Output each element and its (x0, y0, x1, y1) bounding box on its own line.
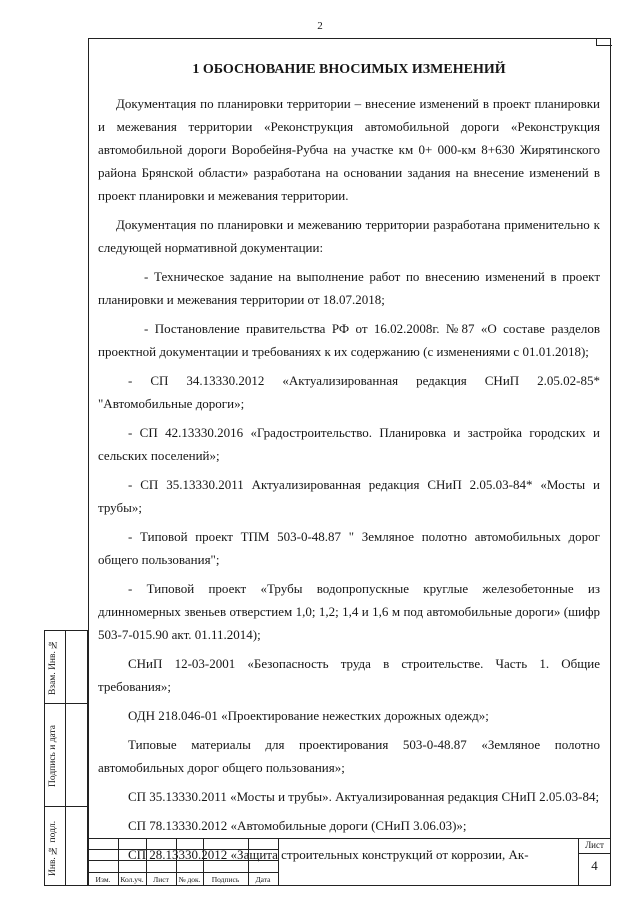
body-paragraph: СП 35.13330.2011 «Мосты и трубы». Актуализированная редакция СНиП 2.05.03-84; (128, 789, 600, 804)
stamp-label-podpis: Подпись (211, 875, 240, 884)
stamp-label-data: Дата (255, 875, 271, 884)
side-stamp-divider (45, 806, 89, 807)
page-number: 2 (317, 20, 323, 32)
paragraph-list (98, 92, 600, 866)
body-paragraph: - СП 34.13330.2012 «Актуализированная редакция СНиП 2.05.02-85* "Автомобильные дороги»; (98, 373, 600, 411)
body-paragraph: - Типовой проект «Трубы водопропускные круглые железобетонные из длинномерных звеньев отверстием 1,0; 1,2; 1,4 и 1,6 м под автомобильные дороги» (шифр 503-7-015.90 акт. 01.11.2014); (98, 581, 600, 642)
body-paragraph: - Постановление правительства РФ от 16.02.2008г. №87 «О составе разделов проектной документации и требованиях к их содержанию (с изменениями с 01.01.2018); (98, 321, 600, 359)
body-paragraph: - СП 35.13330.2011 Актуализированная редакция СНиП 2.05.03-84* «Мосты и трубы»; (98, 477, 600, 515)
body-paragraph: Документация по планировки и межеванию территории разработана применительно к следующей нормативной документации: (98, 217, 600, 255)
document-body (98, 52, 600, 872)
side-label-vzam-inv: Взам. Инв. № (48, 638, 58, 696)
stamp-label-list: Лист (153, 875, 169, 884)
title-block-stamp (88, 838, 611, 886)
stamp-label-izm: Изм. (95, 875, 111, 884)
side-stamp-strip (44, 630, 88, 886)
body-paragraph: - СП 42.13330.2016 «Градостроительство. Планировка и застройка городских и сельских поселений»; (98, 425, 600, 463)
side-stamp-divider (45, 703, 89, 704)
sheet-label: Лист (585, 840, 604, 850)
body-paragraph: - Техническое задание на выполнение работ по внесению изменений в проект планировки и межевания территории от 18.07.2018; (98, 269, 600, 307)
body-paragraph: СП 28.13330.2012 «Защита строительных конструкций от коррозии, Ак- (128, 847, 529, 862)
stamp-label-doc-num: № док. (178, 875, 201, 884)
side-label-inv-podl: Инв. № подл. (48, 820, 58, 876)
body-paragraph: СНиП 12-03-2001 «Безопасность труда в строительстве. Часть 1. Общие требования»; (98, 656, 600, 694)
body-paragraph: - Типовой проект ТПМ 503-0-48.87 " Земляное полотно автомобильных дорог общего пользования"; (98, 529, 600, 567)
side-label-podpis-data: Подпись и дата (48, 725, 58, 788)
section-heading: 1 ОБОСНОВАНИЕ ВНОСИМЫХ ИЗМЕНЕНИЙ (192, 62, 506, 77)
frame-corner-mark (596, 38, 612, 46)
stamp-label-kol-uch: Кол.уч. (120, 875, 144, 884)
body-paragraph: СП 78.13330.2012 «Автомобильные дороги (СНиП 3.06.03)»; (128, 818, 467, 833)
sheet-number: 4 (591, 858, 598, 873)
body-paragraph: Документация по планировки территории – внесение изменений в проект планировки и межевания территории «Реконструкция автомобильной дороги «Реконструкция автомобильной дороги Воробейня-Рубча на участке км 0+ 000-км 8+630 Жирятинского района Брянской области» разработана на основании задания на внесение изменений в проект планировки и межевания территории. (98, 96, 600, 203)
body-paragraph: Типовые материалы для проектирования 503-0-48.87 «Земляное полотно автомобильных дорог общего пользования»; (98, 737, 600, 775)
body-paragraph: ОДН 218.046-01 «Проектирование нежестких дорожных одежд»; (128, 708, 489, 723)
